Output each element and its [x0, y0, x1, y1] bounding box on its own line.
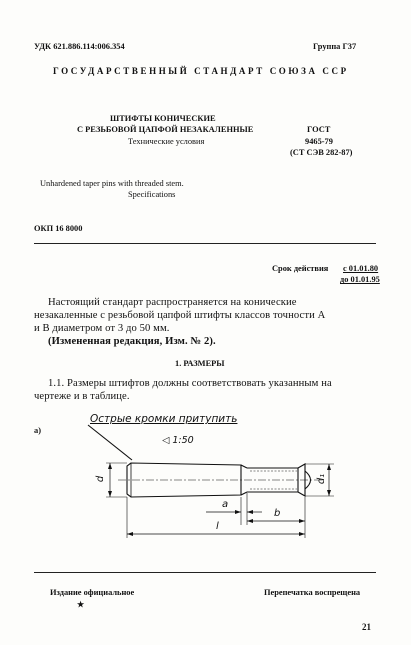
intro-line-3: и В диаметром от 3 до 50 мм.: [34, 323, 170, 334]
group-code: Группа Г37: [313, 42, 357, 51]
section-heading: 1. РАЗМЕРЫ: [175, 359, 225, 368]
intro-line-2: незакаленные с резьбовой цапфой штифты классов точности А: [34, 310, 326, 321]
state-standard-heading: ГОСУДАРСТВЕННЫЙ СТАНДАРТ СОЮЗА ССР: [53, 66, 349, 76]
validity-to: до 01.01.95: [340, 275, 380, 284]
st-sev-number: (СТ СЭВ 282-87): [290, 148, 353, 157]
gost-label: ГОСТ: [307, 125, 331, 134]
okp-code: ОКП 16 8000: [34, 224, 83, 233]
dim-d-label: d: [95, 475, 107, 483]
title-line-2: С РЕЗЬБОВОЙ ЦАПФОЙ НЕЗАКАЛЕННЫЕ: [77, 125, 254, 134]
dim-b-label: b: [274, 508, 281, 519]
section-paragraph-line-1: 1.1. Размеры штифтов должны соответствовать указанным на: [48, 378, 332, 389]
english-title-line-1: Unhardened taper pins with threaded stem.: [40, 179, 184, 188]
udk-code: УДК 621.886.114:006.354: [34, 42, 125, 51]
note-leader-line: [88, 425, 132, 460]
section-paragraph-line-2: чертеже и в таблице.: [34, 391, 130, 402]
gost-number: 9465-79: [305, 137, 333, 146]
official-edition: Издание официальное: [50, 588, 135, 597]
validity-from: с 01.01.80: [343, 264, 379, 273]
title-subtitle: Технические условия: [128, 137, 205, 146]
amendment-note: (Измененная редакция, Изм. № 2).: [48, 336, 216, 347]
drawing-note: Острые кромки притупить: [90, 413, 238, 425]
english-title-line-2: Specifications: [128, 190, 176, 199]
validity-label: Срок действия: [272, 264, 329, 273]
footer-divider: [34, 572, 376, 573]
title-line-1: ШТИФТЫ КОНИЧЕСКИЕ: [110, 114, 216, 123]
page-number: 21: [362, 622, 371, 632]
star-mark: ★: [77, 600, 85, 609]
dim-a-label: a: [222, 499, 229, 510]
drawing-label: а): [34, 426, 41, 435]
dim-d1-label: d₁: [316, 473, 328, 485]
reprint-prohibited: Перепечатка воспрещена: [264, 588, 361, 597]
dim-l-label: l: [216, 521, 219, 532]
intro-line-1: Настоящий стандарт распространяется на конические: [48, 297, 297, 308]
taper-ratio: ◁ 1:50: [162, 435, 194, 446]
